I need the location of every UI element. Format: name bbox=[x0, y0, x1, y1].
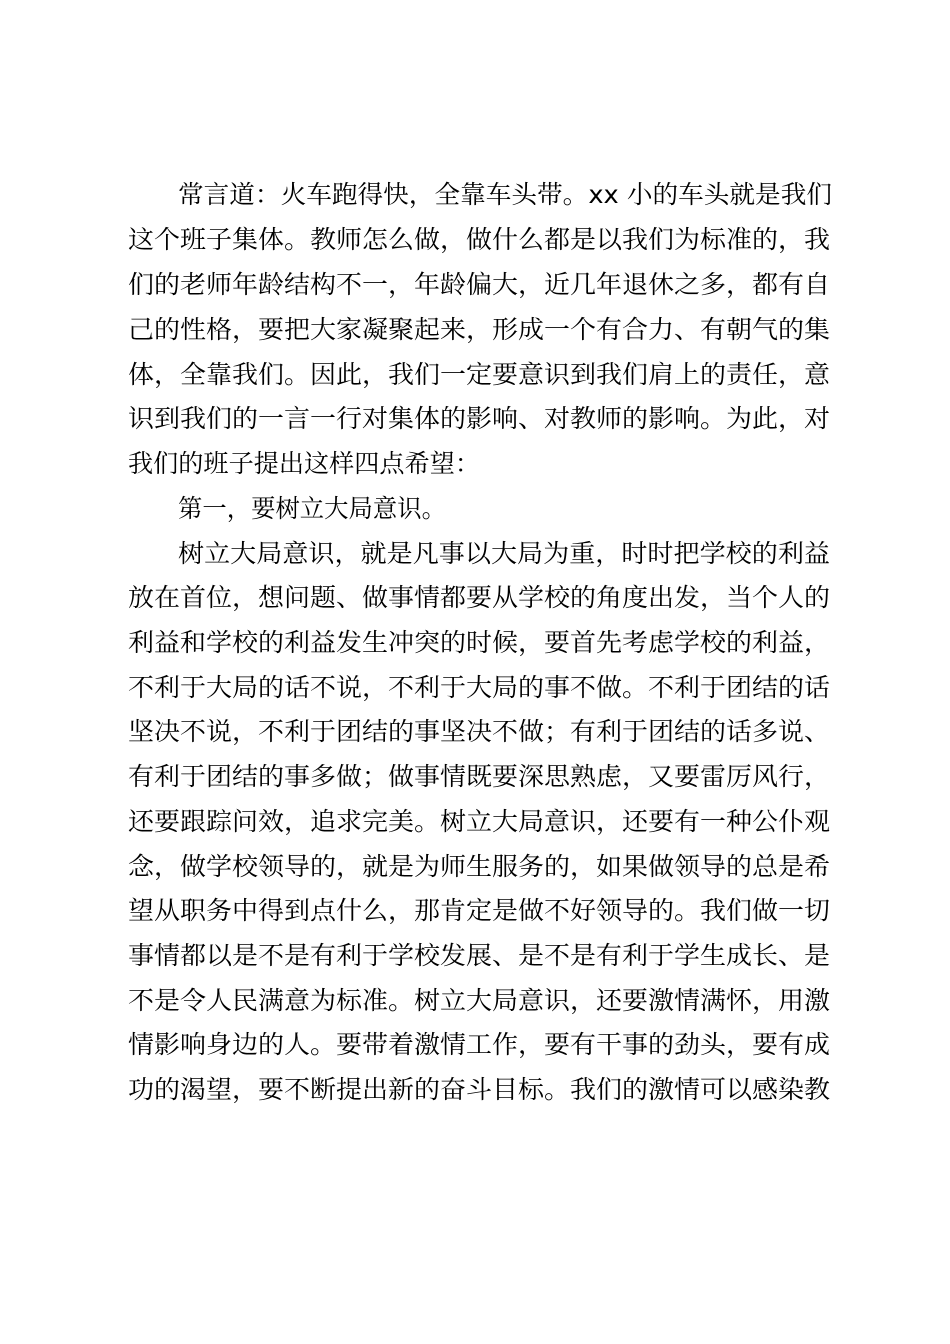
text-line bbox=[0, 532, 950, 576]
text-line bbox=[0, 710, 950, 754]
text-line bbox=[0, 755, 950, 799]
line-text: 利益和学校的利益发生冲突的时候，要首先考虑学校的利益， bbox=[128, 628, 830, 657]
line-text: 有利于团结的事多做；做事情既要深思熟虑，又要雷厉风行， bbox=[128, 762, 830, 791]
line-text: 己的性格，要把大家凝聚起来，形成一个有合力、有朝气的集 bbox=[128, 315, 830, 344]
line-text: 坚决不说，不利于团结的事坚决不做；有利于团结的话多说、 bbox=[128, 717, 830, 746]
text-line bbox=[0, 308, 950, 352]
line-text: 这个班子集体。教师怎么做，做什么都是以我们为标准的，我 bbox=[128, 225, 830, 254]
text-line bbox=[0, 263, 950, 307]
line-text: 树立大局意识，就是凡事以大局为重，时时把学校的利益 bbox=[178, 539, 830, 568]
line-text: 情影响身边的人。要带着激情工作，要有干事的劲头，要有成 bbox=[128, 1030, 830, 1059]
text-line bbox=[0, 173, 950, 217]
line-text: 体，全靠我们。因此，我们一定要意识到我们肩上的责任，意 bbox=[128, 360, 830, 389]
line-text: 不是令人民满意为标准。树立大局意识，还要激情满怀，用激 bbox=[128, 986, 830, 1015]
text-line bbox=[0, 576, 950, 620]
text-line bbox=[0, 800, 950, 844]
text-line bbox=[0, 621, 950, 665]
line-text: 识到我们的一言一行对集体的影响、对教师的影响。为此，对 bbox=[128, 404, 830, 433]
line-text: 功的渴望，要不断提出新的奋斗目标。我们的激情可以感染教 bbox=[128, 1075, 830, 1104]
text-line bbox=[0, 934, 950, 978]
line-text: 常言道：火车跑得快，全靠车头带。xx 小的车头就是我们 bbox=[178, 180, 832, 209]
text-line bbox=[0, 397, 950, 441]
text-line bbox=[0, 442, 950, 486]
line-text: 我们的班子提出这样四点希望： bbox=[128, 449, 480, 478]
line-text: 望从职务中得到点什么，那肯定是做不好领导的。我们做一切 bbox=[128, 896, 830, 925]
line-text: 们的老师年龄结构不一，年龄偏大，近几年退休之多，都有自 bbox=[128, 270, 830, 299]
line-text: 不利于大局的话不说，不利于大局的事不做。不利于团结的话 bbox=[128, 673, 830, 702]
line-text: 第一，要树立大局意识。 bbox=[178, 494, 446, 523]
text-line bbox=[0, 1068, 950, 1112]
text-line bbox=[0, 666, 950, 710]
line-text: 放在首位，想问题、做事情都要从学校的角度出发，当个人的 bbox=[128, 583, 830, 612]
line-text: 还要跟踪问效，追求完美。树立大局意识，还要有一种公仆观 bbox=[128, 807, 830, 836]
text-line bbox=[0, 353, 950, 397]
text-line bbox=[0, 845, 950, 889]
text-line bbox=[0, 1023, 950, 1067]
text-line bbox=[0, 889, 950, 933]
line-text: 事情都以是不是有利于学校发展、是不是有利于学生成长、是 bbox=[128, 941, 830, 970]
text-line bbox=[0, 979, 950, 1023]
line-text: 念，做学校领导的，就是为师生服务的，如果做领导的总是希 bbox=[128, 852, 830, 881]
text-line bbox=[0, 487, 950, 531]
text-line bbox=[0, 218, 950, 262]
